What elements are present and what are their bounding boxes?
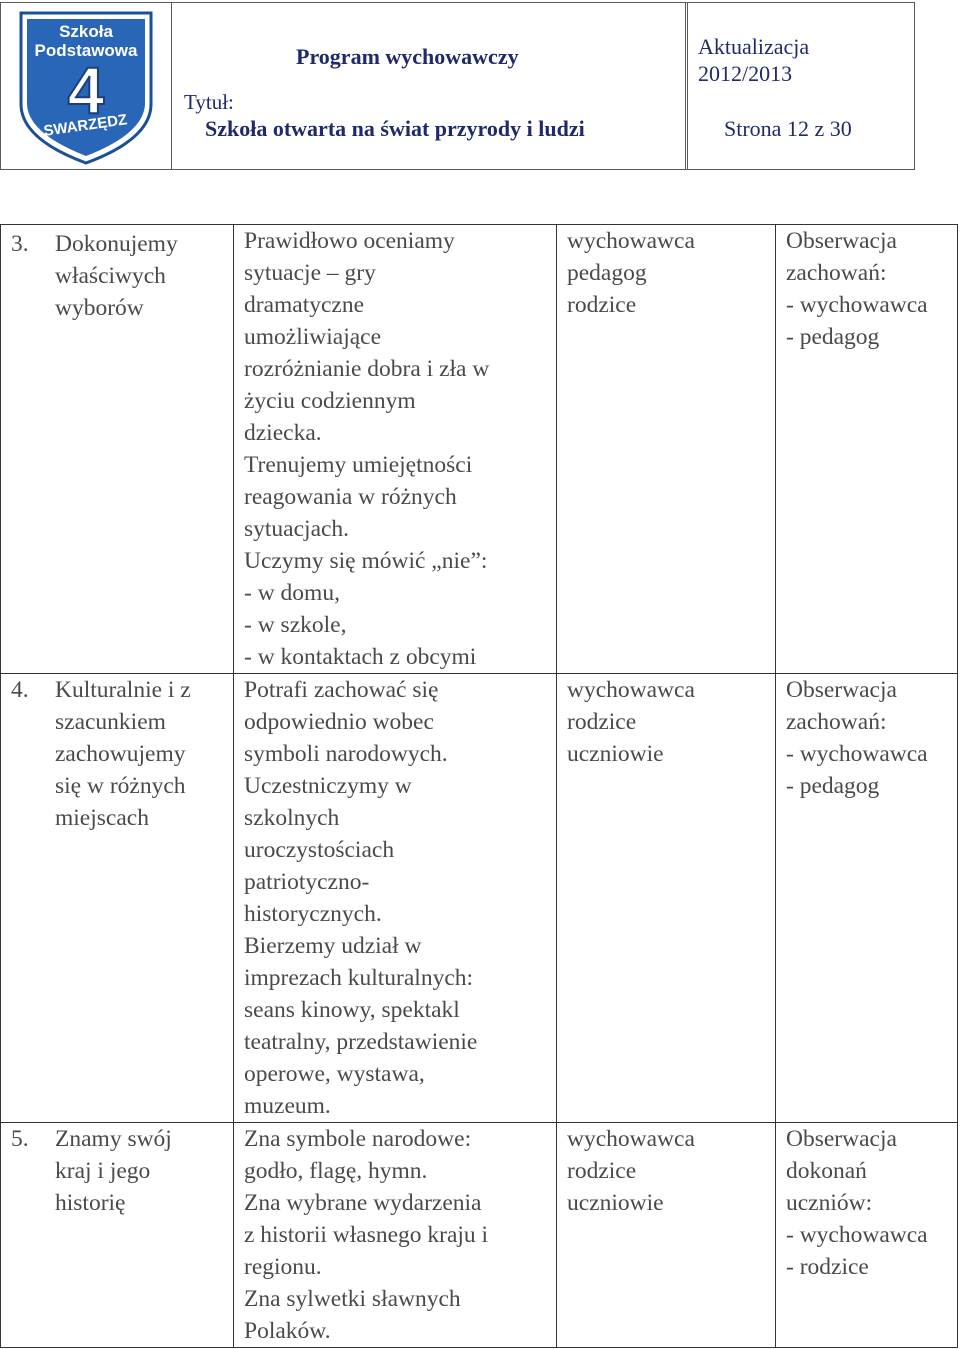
logo-text-top: Szkoła	[59, 22, 113, 41]
evaluation-line: - wychowawca	[786, 292, 928, 318]
content-line: Zna wybrane wydarzenia	[244, 1190, 482, 1216]
content-line: dziecka.	[244, 420, 322, 446]
content-line: odpowiednio wobec	[244, 709, 434, 735]
update-info	[698, 33, 809, 87]
document-title: Szkoła otwarta na świat przyrody i ludzi	[205, 116, 585, 141]
content-line: sytuacje – gry	[244, 260, 376, 286]
responsible-line: uczniowie	[567, 1190, 664, 1216]
content-line: regionu.	[244, 1254, 322, 1280]
content-line: sytuacjach.	[244, 516, 350, 542]
title-label: Tytuł:	[184, 90, 234, 114]
topic-cell	[1, 1123, 234, 1348]
evaluation-line: - pedagog	[786, 773, 880, 799]
content-cell	[234, 674, 557, 1123]
program-title: Program wychowawczy	[296, 44, 519, 69]
topic-line: Dokonujemy	[55, 231, 178, 257]
update-year: 2012/2013	[698, 61, 793, 86]
row-number: 3.	[11, 231, 29, 257]
content-line: Bierzemy udział w	[244, 933, 422, 959]
evaluation-line: Obserwacja	[786, 1126, 897, 1152]
topic-line: historię	[55, 1190, 126, 1216]
content-line: dramatyczne	[244, 292, 365, 318]
school-logo	[1, 3, 171, 169]
topic-cell	[1, 225, 234, 674]
content-line: Prawidłowo oceniamy	[244, 228, 455, 254]
evaluation-cell	[776, 225, 958, 674]
topic-line: szacunkiem	[55, 709, 166, 735]
content-line: patriotyczno-	[244, 869, 370, 895]
program-table	[0, 224, 958, 1348]
logo-text-bottom: SWARZĘDZ	[42, 111, 129, 140]
content-line: symboli narodowych.	[244, 741, 448, 767]
responsible-line: wychowawca	[567, 677, 695, 703]
header-divider	[685, 2, 686, 170]
responsible-line: wychowawca	[567, 228, 695, 254]
content-line: reagowania w różnych	[244, 484, 457, 510]
responsible-cell	[557, 1123, 776, 1348]
row-number: 4.	[11, 677, 29, 703]
page-number: Strona 12 z 30	[724, 116, 852, 141]
evaluation-line: zachowań:	[786, 260, 887, 286]
evaluation-line: - wychowawca	[786, 741, 928, 767]
table-row	[1, 225, 958, 674]
content-line: operowe, wystawa,	[244, 1061, 425, 1087]
table-row	[1, 1123, 958, 1348]
evaluation-cell	[776, 1123, 958, 1348]
content-line: godło, flagę, hymn.	[244, 1158, 428, 1184]
content-line: - w kontaktach z obcymi	[244, 644, 477, 670]
content-line: Zna symbole narodowe:	[244, 1126, 472, 1152]
evaluation-line: Obserwacja	[786, 228, 897, 254]
content-line: życiu codziennym	[244, 388, 416, 414]
content-line: - w szkole,	[244, 612, 347, 638]
responsible-line: rodzice	[567, 292, 637, 318]
content-line: Uczestniczymy w	[244, 773, 412, 799]
topic-line: zachowujemy	[55, 741, 186, 767]
topic-text	[55, 1123, 233, 1219]
responsible-cell	[557, 225, 776, 674]
topic-line: wyborów	[55, 295, 144, 321]
topic-line: kraj i jego	[55, 1158, 151, 1184]
responsible-line: rodzice	[567, 709, 637, 735]
responsible-line: uczniowie	[567, 741, 664, 767]
responsible-cell	[557, 674, 776, 1123]
content-line: umożliwiające	[244, 324, 382, 350]
header-title-cell	[172, 3, 688, 170]
evaluation-line: Obserwacja	[786, 677, 897, 703]
content-line: seans kinowy, spektakl	[244, 997, 460, 1023]
content-line: Potrafi zachować się	[244, 677, 439, 703]
topic-text	[55, 674, 233, 834]
responsible-line: rodzice	[567, 1158, 637, 1184]
content-line: rozróżnianie dobra i zła w	[244, 356, 490, 382]
evaluation-line: uczniów:	[786, 1190, 873, 1216]
content-line: uroczystościach	[244, 837, 395, 863]
content-line: imprezach kulturalnych:	[244, 965, 474, 991]
table-row	[1, 674, 958, 1123]
evaluation-line: - pedagog	[786, 324, 880, 350]
row-number: 5.	[11, 1126, 29, 1152]
topic-line: się w różnych	[55, 773, 186, 799]
logo-cell	[1, 3, 172, 170]
topic-cell	[1, 674, 234, 1123]
evaluation-line: - wychowawca	[786, 1222, 928, 1248]
content-line: muzeum.	[244, 1093, 331, 1119]
logo-text-mid: Podstawowa	[34, 41, 138, 60]
topic-line: miejscach	[55, 805, 149, 831]
content-line: Zna sylwetki sławnych	[244, 1286, 461, 1312]
topic-text	[55, 228, 233, 324]
evaluation-line: dokonań	[786, 1158, 867, 1184]
responsible-line: wychowawca	[567, 1126, 695, 1152]
topic-line: Znamy swój	[55, 1126, 172, 1152]
content-cell	[234, 225, 557, 674]
topic-line: właściwych	[55, 263, 166, 289]
evaluation-line: zachowań:	[786, 709, 887, 735]
content-line: Trenujemy umiejętności	[244, 452, 473, 478]
evaluation-cell	[776, 674, 958, 1123]
logo-number: 4	[67, 53, 105, 127]
content-line: szkolnych	[244, 805, 340, 831]
responsible-line: pedagog	[567, 260, 647, 286]
topic-line: Kulturalnie i z	[55, 677, 191, 703]
content-line: z historii własnego kraju i	[244, 1222, 489, 1248]
content-cell	[234, 1123, 557, 1348]
content-line: - w domu,	[244, 580, 340, 606]
content-line: teatralny, przedstawienie	[244, 1029, 478, 1055]
update-label: Aktualizacja	[698, 34, 810, 59]
evaluation-line: - rodzice	[786, 1254, 869, 1280]
content-line: historycznych.	[244, 901, 382, 927]
content-line: Polaków.	[244, 1318, 331, 1344]
content-line: Uczymy się mówić „nie”:	[244, 548, 488, 574]
school-shield-icon	[11, 9, 161, 167]
